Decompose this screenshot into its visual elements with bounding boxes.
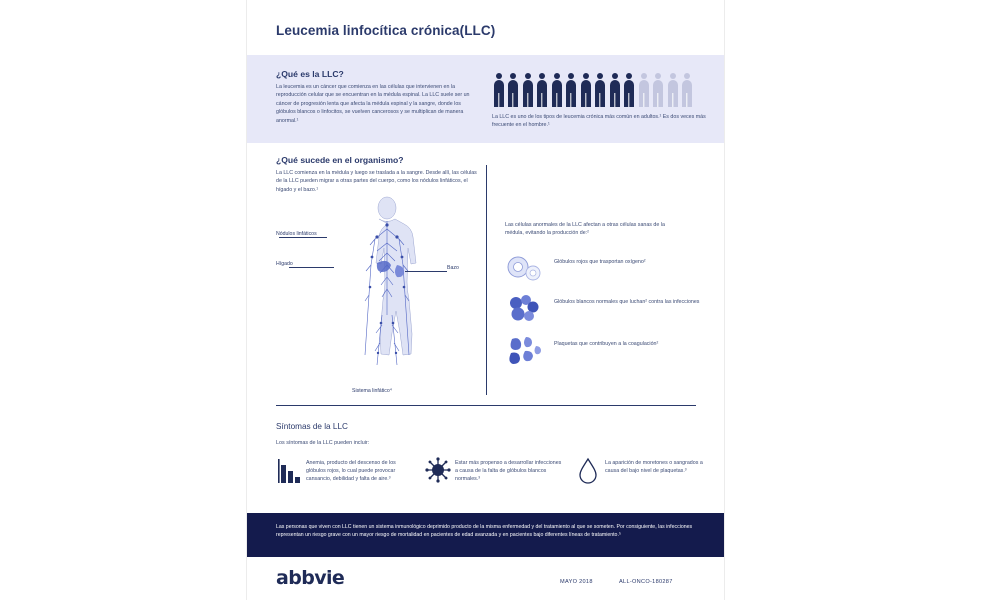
person-icon	[579, 73, 592, 107]
label-liver: Hígado	[276, 261, 293, 267]
body-lymphatic-diagram	[327, 195, 447, 380]
leader-line-spleen	[405, 271, 447, 272]
divider	[276, 405, 696, 406]
cells-intro: Las células anormales de la LLC afectan a otras células sanas de la médula, evitando la producción de:²	[505, 222, 665, 237]
person-icon	[608, 73, 621, 107]
section1-heading: ¿Qué es la LLC?	[276, 69, 344, 79]
person-icon	[681, 73, 694, 107]
human-body-svg	[327, 195, 447, 380]
person-icon	[594, 73, 607, 107]
person-icon	[623, 73, 636, 107]
person-icon	[637, 73, 650, 107]
cell-row-red	[502, 251, 702, 285]
symptom-bruising	[575, 457, 724, 507]
leader-line-lymph	[279, 237, 327, 238]
person-icon	[536, 73, 549, 107]
label-lymphatic-system: Sistema linfático⁴	[352, 388, 392, 394]
label-lymph-nodes: Nódulos linfáticos	[276, 231, 317, 237]
people-caption: La LLC es uno de los tipos de leucemia crónica más común en adultos.¹ Es dos veces más frecuente en el hombre.¹	[492, 114, 706, 129]
footer-code: ALL-ONCO-180287	[619, 579, 673, 585]
cell-row-white	[502, 291, 702, 325]
note-bar	[247, 513, 724, 557]
abbvie-logo: abbvie	[276, 567, 345, 589]
person-icon	[507, 73, 520, 107]
vertical-divider	[486, 165, 487, 395]
section-what-is-cll	[247, 55, 724, 143]
section-what-happens	[247, 143, 724, 405]
section-symptoms	[247, 405, 724, 515]
person-icon	[666, 73, 679, 107]
cell-text-white: Glóbulos blancos normales que luchan² contra las infecciones	[554, 299, 700, 305]
symptom-text-bruising: La aparición de moretones o sangrados a causa del bajo nivel de plaquetas.³	[605, 460, 703, 475]
person-icon	[550, 73, 563, 107]
section3-sub: Los síntomas de la LLC pueden incluir:	[276, 440, 370, 446]
bar-chart-down-icon	[276, 457, 302, 485]
blood-drop-icon	[575, 457, 601, 485]
person-icon	[652, 73, 665, 107]
person-icon	[492, 73, 505, 107]
section1-body: La leucemia es un cáncer que comienza en las células que intervienen en la reproducción celular que se encuentran en la médula espinal. La LLC suele ser un cáncer de progresión lenta que afecta la médula espinal y la sangre, donde los glóbulos blancos o linfocitos, se vuelven cancerosos y se multiplican de manera anormal.¹	[276, 84, 470, 124]
symptom-text-infections: Estar más propenso a desarrollar infecciones a causa de la falta de glóbulos blancos normales.³	[455, 460, 562, 483]
label-spleen: Bazo	[447, 265, 459, 271]
cell-row-platelet	[502, 333, 702, 367]
leader-line-liver	[289, 267, 334, 268]
platelet-icon	[502, 333, 548, 367]
footer	[247, 557, 724, 600]
page-title: Leucemia linfocítica crónica(LLC)	[276, 23, 496, 38]
virus-icon	[425, 457, 451, 485]
section2-heading: ¿Qué sucede en el organismo?	[276, 155, 404, 165]
section2-intro: La LLC comienza en la médula y luego se traslada a la sangre. Desde allí, las células de la LLC pueden migrar a otras partes del cuerpo, como los nódulos linfáticos, el hígado y el bazo.¹	[276, 170, 477, 193]
white-blood-cell-icon	[502, 291, 548, 325]
section3-heading: Síntomas de la LLC	[276, 422, 348, 431]
title-bar	[247, 0, 724, 55]
person-icon	[521, 73, 534, 107]
footer-date: MAYO 2018	[560, 579, 593, 585]
people-pictogram	[492, 69, 702, 107]
red-blood-cell-icon	[502, 251, 548, 285]
cell-text-platelet: Plaquetas que contribuyen a la coagulación²	[554, 341, 659, 347]
infographic-sheet	[247, 0, 724, 600]
cell-text-red: Glóbulos rojos que trasportan oxígeno²	[554, 259, 646, 265]
person-icon	[565, 73, 578, 107]
note-text: Las personas que viven con LLC tienen un sistema inmunológico deprimido producto de la misma enfermedad y del tratamiento al que se someten. Por consiguiente, las infecciones representan un riesgo grave con un mayor riesgo de mortalidad en pacientes de edad avanzada y en pacientes bajo diferentes líneas de tratamiento.⁵	[276, 524, 693, 539]
symptom-infections	[425, 457, 575, 507]
symptom-text-anemia: Anemia, producto del descenso de los glóbulos rojos, lo cual puede provocar cansancio, debilidad y falta de aire.³	[306, 460, 396, 483]
symptom-anemia	[276, 457, 426, 507]
